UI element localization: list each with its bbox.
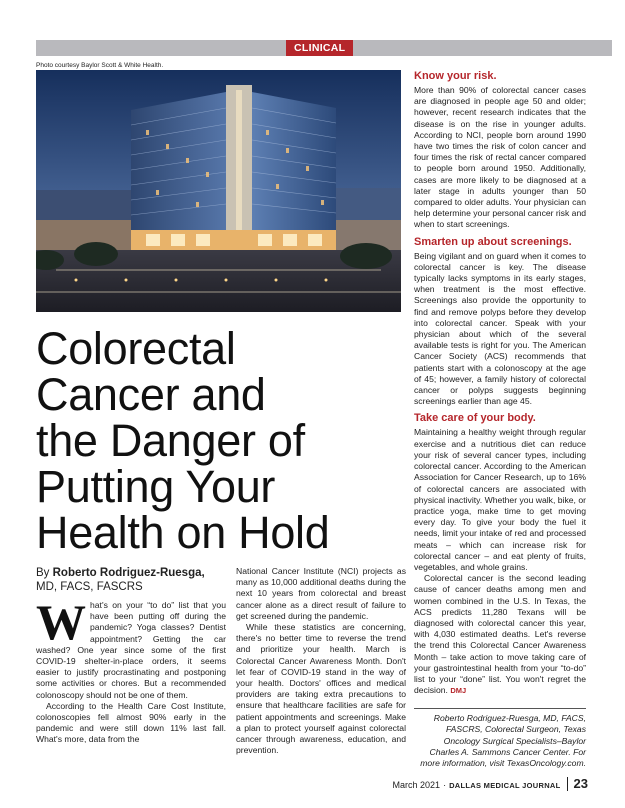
hospital-photo-illustration [36, 70, 401, 312]
byline-credentials: MD, FACS, FASCRS [36, 581, 143, 593]
section-take-care [414, 412, 586, 696]
section-heading: Take care of your body. [414, 412, 536, 425]
author-bio: Roberto Rodriguez-Ruesga, MD, FACS, FASCRS, Colorectal Surgeon, Texas Oncology Surgical Specialists–Baylor Charles A. Sammons Cancer Center. For more information, visit TexasOncology.com. [420, 713, 586, 769]
byline [36, 566, 226, 594]
body-column-3 [414, 70, 586, 701]
article-headline [36, 323, 398, 558]
page-number: 23 [573, 776, 588, 791]
body-column-2 [236, 566, 406, 756]
bio-divider [414, 708, 586, 709]
body-paragraph: Being vigilant and on guard when it comes to colorectal cancer is key. The disease typically lacks symptoms in its early stages, when treatment is the most effective. Screenings also provide the opportunity to find and remove polyps before they develop into colorectal cancer. Speak with your physician about which of the several available tests is right for you. The American Cancer Society (ACS) recommends that patients start with a colonoscopy at the age of 45; however, a family history of colorectal cancer or polyps suggests beginning screenings earlier than age 45. [414, 250, 586, 407]
headline-line: the Danger of [36, 415, 305, 466]
section-tag: CLINICAL [286, 40, 353, 56]
body-paragraph: While these statistics are concerning, there's no better time to reverse the trend and prioritize your health. March is Colorectal Cancer Awareness Month. Don't let fear of COVID-19 stand in the way of your health. Doctors' offices and medical providers are taking extra precautions to ensure that healthcare facilities are safe for patient appointments and screenings. Make a plan to protect yourself against colorectal cancer through awareness, education, and prevention. [236, 622, 406, 756]
byline-author: Roberto Rodriguez-Ruesga, [52, 567, 205, 579]
headline-line: Colorectal [36, 323, 236, 374]
body-paragraph: Maintaining a healthy weight through regular exercise and a nutritious diet can reduce your risk of several cancer types, including colorectal cancer. According to the American Association for Cancer Research, up to 16% of colorectal cancers are associated with physical inactivity. Whether you walk, bike, or practice yoga, make time to get moving every day. To give your body the fuel it needs, limit your intake of red and processed meats – which can increase risk for colorectal cancer – and eat plenty of fruits, vegetables, and whole grains. [414, 427, 586, 572]
footer-separator: · [443, 780, 447, 790]
headline-line: Cancer and [36, 369, 266, 420]
footer-divider [567, 777, 568, 791]
byline-prefix: By [36, 567, 53, 579]
footer-journal-name: DALLAS MEDICAL JOURNAL [449, 781, 561, 790]
section-heading: Know your risk. [414, 70, 497, 82]
body-paragraph: More than 90% of colorectal cancer cases are diagnosed in people age 50 and older; however, recent research indicates that the disease is on the rise in younger adults. According to NCI, people born around 1990 have two times the risk of colon cancer and four times the risk of rectal cancer compared to people born around 1950. Additionally, cases are more likely to be diagnosed at a later stage in adults younger than 50 compared to older adults. Your physician can help determine your personal cancer risk and when to start screenings. [414, 85, 586, 230]
section-screenings [414, 236, 586, 408]
body-paragraph: Colorectal cancer is the second leading cause of cancer deaths among men and women combined in the U.S. In Texas, the ACS predicts 11,280 Texans will be diagnosed with colorectal cancer this year, with 4,030 estimated deaths. Let's reverse the trend this Colorectal Cancer Awareness Month – take action to move taking care of your gastrointestinal health from your “to-do” list to your “done” list. You won't regret the decision. DMJ [414, 573, 586, 696]
end-mark: DMJ [450, 686, 467, 696]
body-paragraph: What's on your “to do” list that you have been putting off during the pandemic? Yoga classes? Dentist appointment? Getting the car washed? One year since some of the first COVID-19 shelter-in-place orders, it seems easier to justify procrastinating and postponing some activities or chores. But a recommended colonoscopy should not be one of them. [36, 594, 226, 700]
section-know-your-risk [414, 70, 586, 231]
footer-date: March 2021 [392, 780, 441, 790]
drop-cap: W [36, 594, 86, 650]
body-paragraph: According to the Health Care Cost Institute, colonoscopies fell almost 90% early in the pandemic and were still down 11% last fall. What's more, data from the [36, 700, 226, 745]
headline-line: Putting Your [36, 461, 276, 512]
photo-credit: Photo courtesy Baylor Scott & White Health. [36, 62, 164, 69]
body-column-1 [36, 594, 226, 746]
hospital-building-photo [36, 70, 401, 312]
section-heading: Smarten up about screenings. [414, 235, 572, 248]
page-footer [393, 777, 588, 791]
headline-line: Health on Hold [36, 507, 330, 558]
body-paragraph: National Cancer Institute (NCI) projects as many as 10,000 additional deaths during the next 10 years from colorectal and breast cancer alone as a direct result of failure to get screened during the pandemic. [236, 566, 406, 621]
